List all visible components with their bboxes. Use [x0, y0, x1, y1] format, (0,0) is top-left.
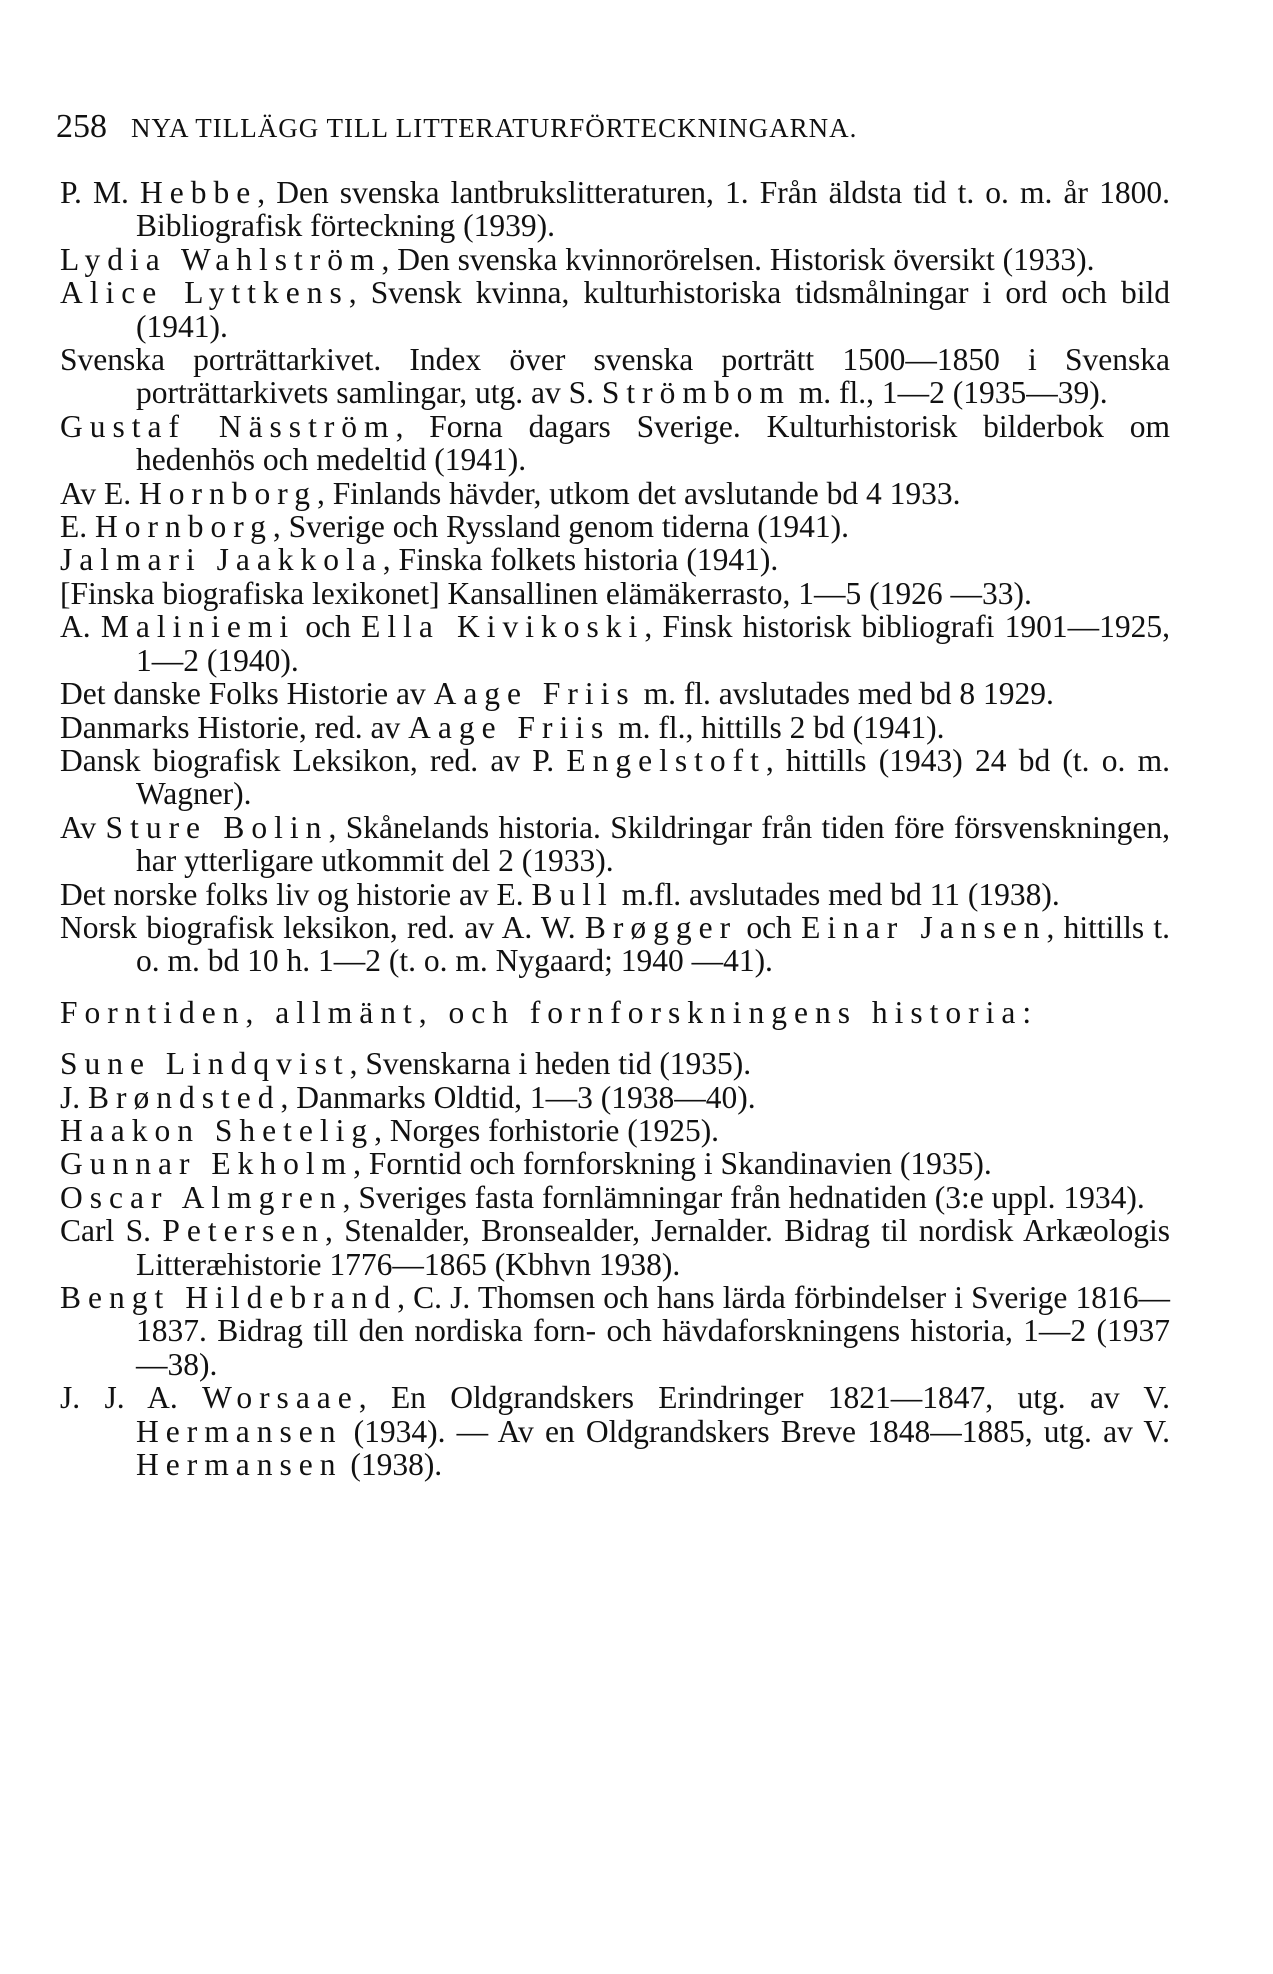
entry-text: , Danmarks Oldtid, 1—3 (1938—40).: [280, 1079, 756, 1115]
entry-text: [Finska biografiska lexikonet] Kansallinen elämäkerrasto, 1—5 (1926 —33).: [60, 575, 1032, 611]
entry-text: m. fl., 1—2 (1935—39).: [790, 375, 1108, 411]
entry-text: Av: [60, 809, 106, 845]
bibliography-entry: [60, 276, 1170, 343]
entry-text: m.fl. avslutades med bd 11 (1938).: [613, 876, 1060, 912]
spaced-name: Gustaf Näsström: [60, 408, 396, 444]
entry-text: , Forntid och fornforskning i Skandinavien (1935).: [353, 1146, 992, 1182]
entry-text: , Norges forhistorie (1925).: [374, 1112, 720, 1148]
spaced-name: Forntiden, allmänt, och fornforskningens historia:: [60, 994, 1039, 1030]
spaced-name: Brøndsted: [88, 1079, 281, 1115]
entry-text: Carl S.: [60, 1213, 163, 1249]
entry-text: Av E.: [60, 475, 140, 511]
bibliography-entry: [60, 1281, 1170, 1381]
spaced-name: Petersen: [162, 1213, 326, 1249]
running-header: [56, 108, 857, 146]
bibliography-entry: [60, 610, 1170, 677]
spaced-name: Strömbom: [601, 375, 791, 411]
spaced-name: Hornborg: [95, 509, 273, 545]
spaced-name: Hebbe: [140, 175, 258, 210]
entry-text: (1934). — Av en Oldgrandskers Breve 1848—1885, utg. av V.: [342, 1413, 1170, 1449]
bibliography-entry: [60, 243, 1170, 276]
entry-text: , hittills t. o. m. bd 10 h. 1—2 (t. o. m. Nygaard; 1940 —41).: [136, 909, 1170, 979]
bibliography-entry: [60, 176, 1170, 243]
entry-text: , Forna dagars Sverige. Kulturhistorisk bilderbok om hedenhös och medeltid (1941).: [136, 408, 1170, 478]
spaced-name: Maliniemi: [100, 609, 296, 645]
spaced-name: Jalmari Jaakkola: [60, 542, 383, 578]
spaced-name: Bull: [531, 876, 614, 912]
entry-text: , Den svenska kvinnorörelsen. Historisk översikt (1933).: [381, 241, 1095, 277]
bibliography-entry: [60, 410, 1170, 477]
bibliography-list: [60, 176, 1170, 1481]
bibliography-entry: [60, 343, 1170, 410]
entry-text: Svenska porträttarkivet. Index över svenska porträtt 1500—1850 i Svenska porträttarkivets samlingar, utg. av S.: [60, 342, 1170, 411]
section-heading: [60, 996, 1170, 1029]
spaced-name: Lydia Wahlström: [60, 241, 382, 277]
entry-text: Det norske folks liv og historie av E.: [60, 876, 532, 912]
bibliography-entry: [60, 1147, 1170, 1180]
entry-text: (1938).: [342, 1447, 443, 1483]
bibliography-entry: [60, 1214, 1170, 1281]
bibliography-entry: [60, 711, 1170, 744]
spaced-name: Oscar Almgren: [60, 1179, 343, 1215]
bibliography-entry: [60, 1114, 1170, 1147]
bibliography-entry: [60, 911, 1170, 978]
bibliography-entry: [60, 1081, 1170, 1114]
entry-text: m. fl., hittills 2 bd (1941).: [610, 709, 945, 745]
entry-text: , C. J. Thomsen och hans lärda förbindelser i Sverige 1816—1837. Bidrag till den nordiska forn- och hävdaforskningens historia, 1—2 (1937—38).: [136, 1280, 1171, 1382]
entry-text: , Den svenska lantbrukslitteraturen, 1. Från äldsta tid t. o. m. år 1800. Bibliografisk förteckning (1939).: [136, 175, 1170, 244]
entry-text: , hittills (1943) 24 bd (t. o. m. Wagner).: [136, 742, 1170, 812]
bibliography-entry: [60, 744, 1170, 811]
entry-text: P. M.: [60, 175, 141, 210]
spaced-name: Aage Friis: [433, 676, 636, 712]
spaced-name: Hornborg: [139, 475, 317, 511]
entry-text: , Svensk kvinna, kulturhistoriska tidsmålningar i ord och bild (1941).: [136, 275, 1170, 344]
spaced-name: Ella Kivikoski: [361, 609, 645, 645]
spaced-name: Haakon Shetelig: [60, 1112, 375, 1148]
spaced-name: Hermansen: [136, 1413, 343, 1449]
page-number: 258: [56, 108, 107, 145]
bibliography-entry: [60, 543, 1170, 576]
spaced-name: Aage Friis: [408, 709, 611, 745]
entry-text: J. J. A.: [60, 1380, 203, 1416]
entry-text: och: [295, 609, 362, 645]
spaced-name: Engelstoft: [566, 742, 766, 778]
entry-text: m. fl. avslutades med bd 8 1929.: [635, 676, 1054, 712]
entry-text: , Finlands hävder, utkom det avslutande bd 4 1933.: [316, 475, 961, 511]
spaced-name: Einar Jansen: [801, 909, 1047, 945]
spaced-name: Brøgger: [584, 909, 738, 945]
entry-text: Danmarks Historie, red. av: [60, 709, 409, 745]
running-title: NYA TILLÄGG TILL LITTERATURFÖRTECKNINGARNA.: [131, 113, 858, 143]
bibliography-entry: [60, 1381, 1170, 1481]
entry-text: , En Oldgrandskers Erindringer 1821—1847, utg. av V.: [358, 1380, 1170, 1416]
spaced-name: Gunnar Ekholm: [60, 1146, 354, 1182]
bibliography-entry: [60, 1181, 1170, 1214]
entry-text: , Sveriges fasta fornlämningar från hednatiden (3:e uppl. 1934).: [342, 1179, 1145, 1215]
entry-text: , Svenskarna i heden tid (1935).: [349, 1046, 752, 1082]
bibliography-entry: [60, 1047, 1170, 1080]
bibliography-entry: [60, 811, 1170, 878]
entry-text: E.: [60, 509, 95, 545]
entry-text: Norsk biografisk leksikon, red. av A. W.: [60, 909, 585, 945]
spaced-name: Sture Bolin: [105, 809, 329, 845]
spaced-name: Bengt Hildebrand: [60, 1280, 398, 1315]
spaced-name: Worsaae: [202, 1380, 359, 1416]
spaced-name: Alice Lyttkens: [60, 275, 349, 311]
entry-text: Det danske Folks Historie av: [60, 676, 434, 712]
spaced-name: Hermansen: [136, 1447, 343, 1483]
entry-text: , Stenalder, Bronsealder, Jernalder. Bidrag til nordisk Arkæologis Litteræhistorie 1776—1865 (Kbhvn 1938).: [136, 1213, 1170, 1282]
entry-text: , Finska folkets historia (1941).: [382, 542, 779, 578]
bibliography-entry: [60, 510, 1170, 543]
spaced-name: Sune Lindqvist: [60, 1046, 350, 1082]
entry-text: J.: [60, 1079, 89, 1115]
bibliography-entry: [60, 677, 1170, 710]
bibliography-entry: [60, 878, 1170, 911]
entry-text: , Sverige och Ryssland genom tiderna (1941).: [272, 509, 850, 545]
entry-text: , Finsk historisk bibliografi 1901—1925, 1—2 (1940).: [136, 609, 1171, 678]
bibliography-entry: [60, 577, 1170, 610]
bibliography-entry: [60, 477, 1170, 510]
entry-text: Dansk biografisk Leksikon, red. av P.: [60, 742, 567, 778]
entry-text: och: [737, 909, 802, 945]
entry-text: A.: [60, 609, 101, 645]
entry-text: , Skånelands historia. Skildringar från tiden före försvenskningen, har ytterligare utkommit del 2 (1933).: [136, 809, 1170, 879]
